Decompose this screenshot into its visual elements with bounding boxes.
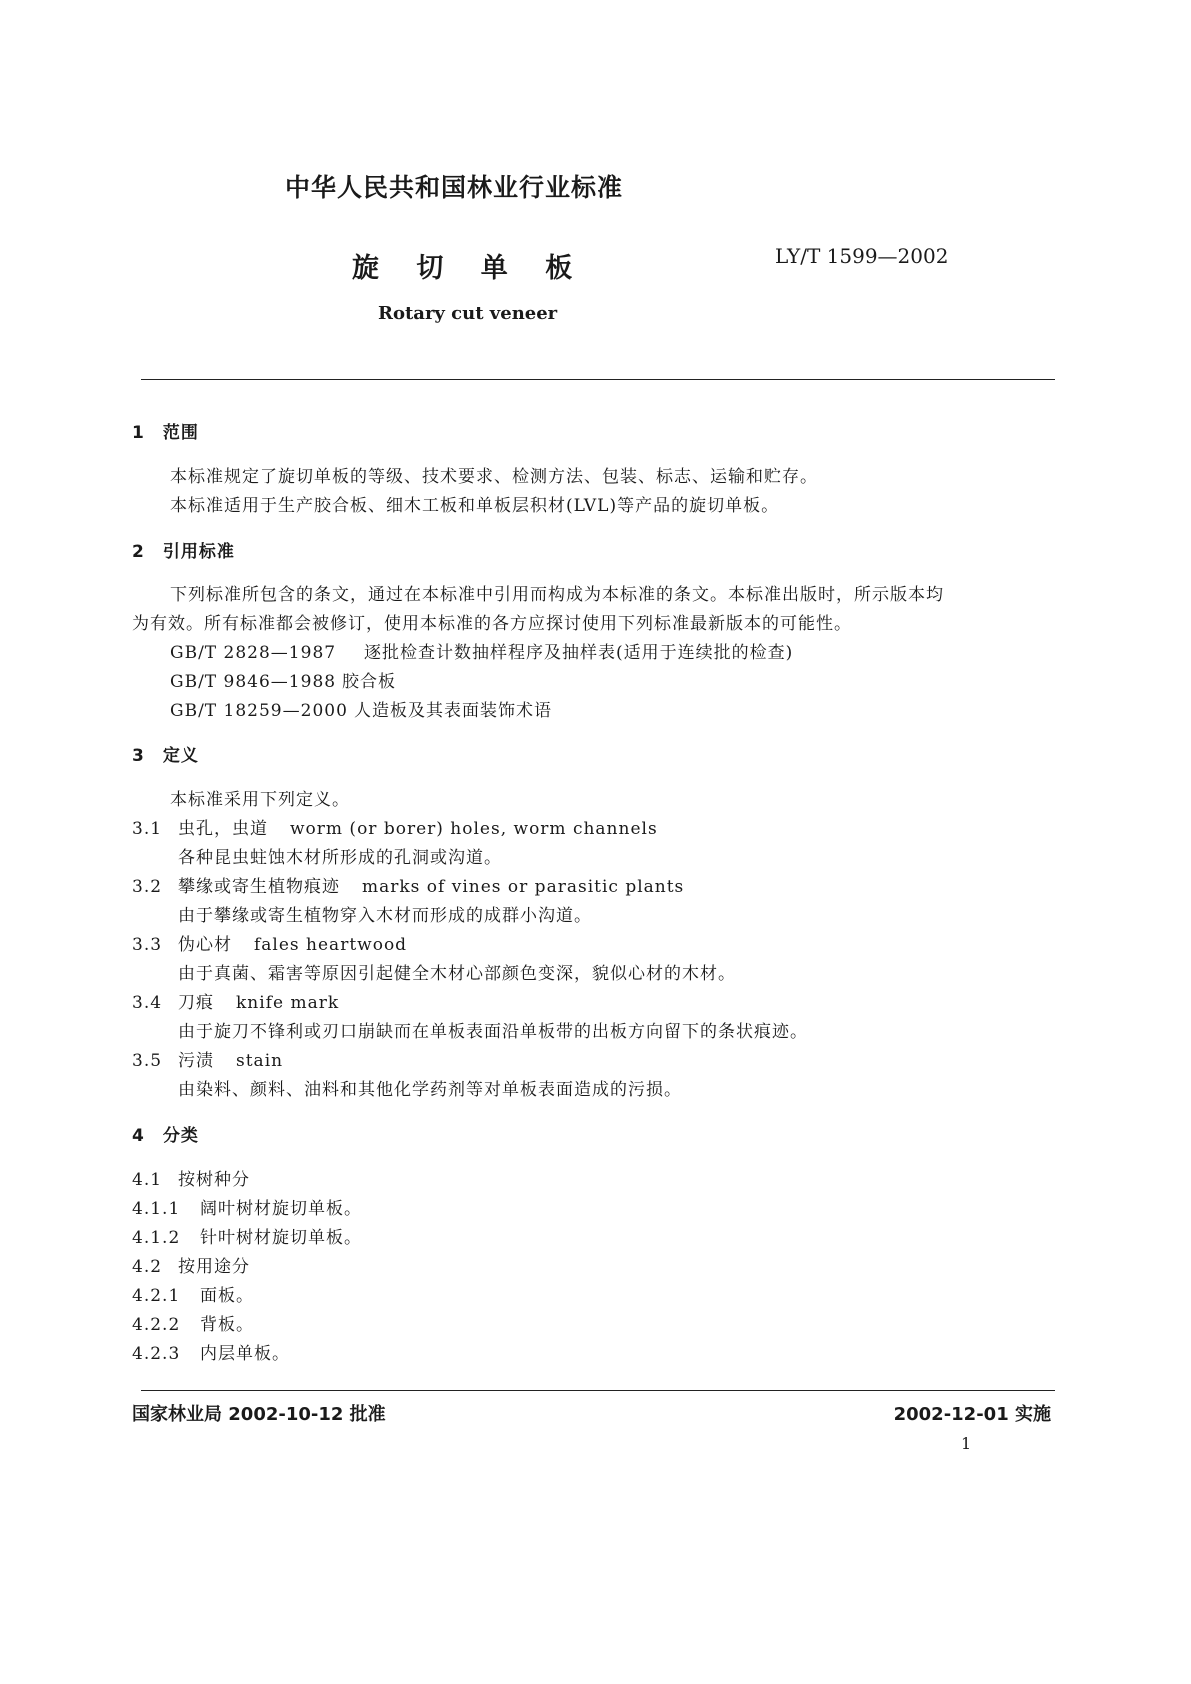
page-title: 旋 切 单 板 (352, 253, 587, 284)
english-title: Rotary cut veneer (378, 303, 558, 324)
section-2-paragraph-line-1: 下列标准所包含的条文，通过在本标准中引用而构成为本标准的条文。本标准出版时，所示版本均 (170, 585, 944, 605)
standard-code: LY/T 1599—2002 (775, 244, 949, 268)
footer-divider (141, 1390, 1055, 1391)
item-number: 4.2.3 (132, 1344, 181, 1364)
section-1-paragraph-2: 本标准适用于生产胶合板、细木工板和单板层积材(LVL)等产品的旋切单板。 (170, 496, 780, 516)
section-2-paragraph-line-2: 为有效。所有标准都会被修订，使用本标准的各方应探讨使用下列标准最新版本的可能性。 (132, 614, 852, 634)
reference-item (170, 638, 793, 663)
definition-term (132, 988, 339, 1013)
item-number: 4.1 (132, 1170, 163, 1190)
term-english: stain (236, 1051, 284, 1071)
term-chinese: 攀缘或寄生植物痕迹 (178, 877, 340, 897)
classification-item (132, 1281, 254, 1306)
term-english: knife mark (236, 993, 340, 1013)
section-1-paragraph-1: 本标准规定了旋切单板的等级、技术要求、检测方法、包装、标志、运输和贮存。 (170, 467, 818, 487)
item-number: 4.1.1 (132, 1199, 181, 1219)
term-chinese: 虫孔，虫道 (178, 819, 268, 839)
implementation-line: 2002-12-01 实施 (893, 1404, 1051, 1425)
definition-text: 各种昆虫蛀蚀木材所形成的孔洞或沟道。 (178, 848, 502, 868)
agency-line: 中华人民共和国林业行业标准 (285, 173, 624, 202)
term-chinese: 污渍 (178, 1051, 214, 1071)
definition-term (132, 1046, 283, 1071)
classification-item (132, 1339, 290, 1364)
classification-item (132, 1165, 250, 1190)
term-english: marks of vines or parasitic plants (362, 877, 685, 897)
reference-title: 胶合板 (342, 672, 396, 692)
approval-line: 国家林业局 2002-10-12 批准 (132, 1404, 386, 1425)
term-number: 3.5 (132, 1051, 163, 1071)
definition-text: 由于旋刀不锋利或刃口崩缺而在单板表面沿单板带的出板方向留下的条状痕迹。 (178, 1022, 808, 1042)
item-text: 内层单板。 (200, 1344, 290, 1364)
item-number: 4.2.1 (132, 1286, 181, 1306)
item-number: 4.2.2 (132, 1315, 181, 1335)
term-number: 3.1 (132, 819, 163, 839)
item-text: 按用途分 (178, 1257, 250, 1277)
section-4-heading: 4 分类 (132, 1126, 199, 1146)
term-number: 3.4 (132, 993, 163, 1013)
item-text: 针叶树材旋切单板。 (200, 1228, 362, 1248)
item-text: 背板。 (200, 1315, 254, 1335)
classification-item (132, 1223, 362, 1248)
reference-item (170, 696, 552, 721)
definition-text: 由染料、颜料、油料和其他化学药剂等对单板表面造成的污损。 (178, 1080, 682, 1100)
term-number: 3.2 (132, 877, 163, 897)
item-text: 面板。 (200, 1286, 254, 1306)
term-chinese: 伪心材 (178, 935, 232, 955)
section-1-heading: 1 范围 (132, 423, 199, 443)
reference-item (170, 667, 396, 692)
term-number: 3.3 (132, 935, 163, 955)
item-text: 阔叶树材旋切单板。 (200, 1199, 362, 1219)
item-number: 4.2 (132, 1257, 163, 1277)
reference-title: 人造板及其表面装饰术语 (354, 701, 552, 721)
definition-term (132, 814, 658, 839)
term-chinese: 刀痕 (178, 993, 214, 1013)
section-3-intro: 本标准采用下列定义。 (170, 790, 350, 810)
classification-item (132, 1194, 362, 1219)
classification-item (132, 1310, 254, 1335)
reference-code: GB/T 18259—2000 (170, 701, 348, 721)
definition-text: 由于攀缘或寄生植物穿入木材而形成的成群小沟道。 (178, 906, 592, 926)
definition-text: 由于真菌、霜害等原因引起健全木材心部颜色变深，貌似心材的木材。 (178, 964, 736, 984)
section-2-heading: 2 引用标准 (132, 542, 235, 562)
term-english: fales heartwood (254, 935, 408, 955)
reference-code: GB/T 9846—1988 (170, 672, 337, 692)
reference-code: GB/T 2828—1987 (170, 643, 337, 663)
term-english: worm (or borer) holes, worm channels (290, 819, 658, 839)
page-number: 1 (961, 1434, 972, 1453)
classification-item (132, 1252, 250, 1277)
header-divider (141, 379, 1055, 380)
section-3-heading: 3 定义 (132, 746, 199, 766)
item-text: 按树种分 (178, 1170, 250, 1190)
item-number: 4.1.2 (132, 1228, 181, 1248)
definition-term (132, 872, 684, 897)
definition-term (132, 930, 407, 955)
reference-title: 逐批检查计数抽样程序及抽样表(适用于连续批的检查) (364, 643, 794, 663)
